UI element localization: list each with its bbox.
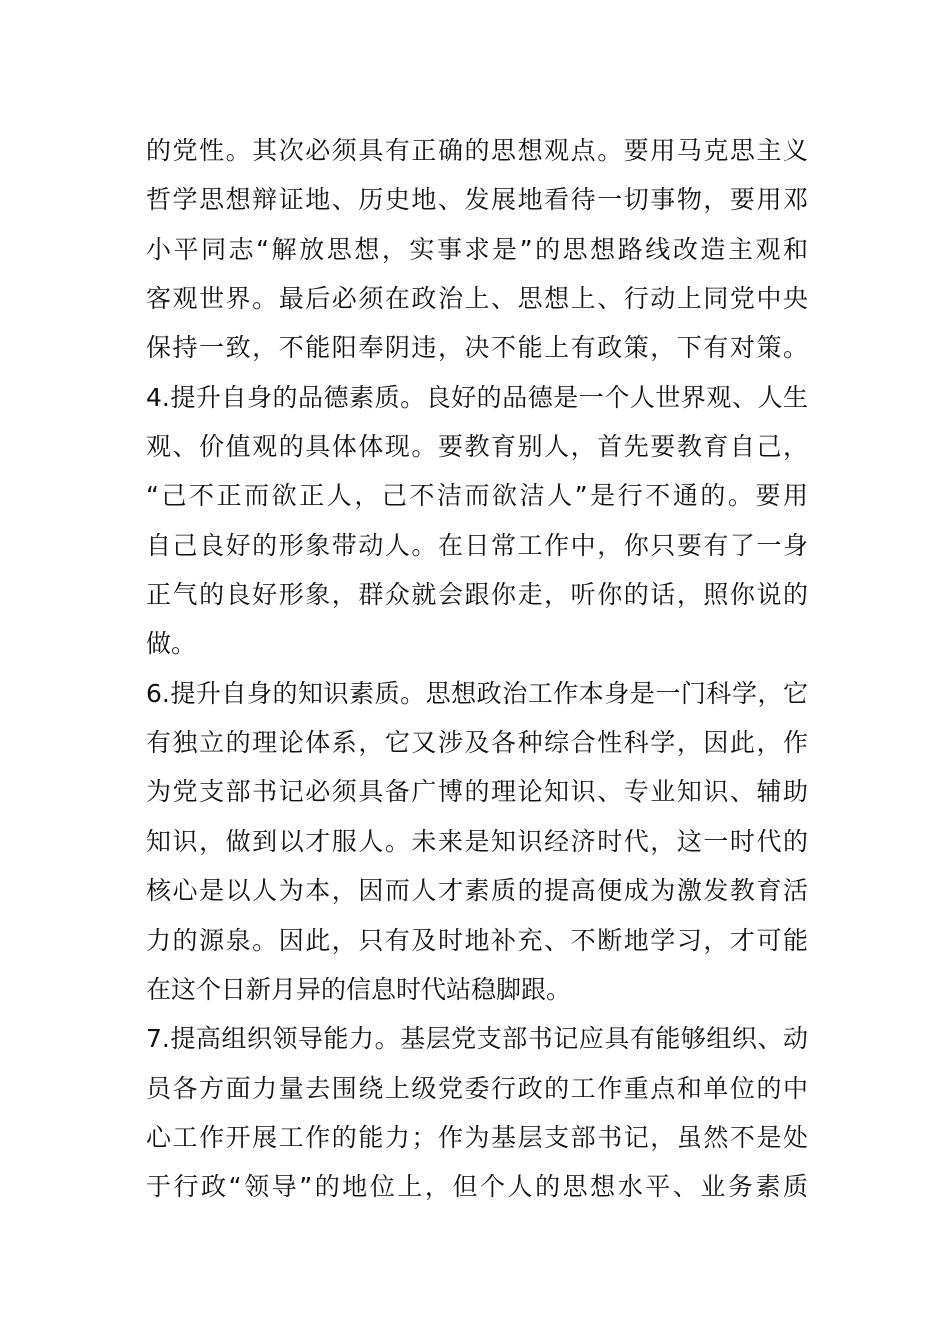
section-4-heading-line: 4.提升自身的品德素质。良好的品德是一个人世界观、人生 (146, 382, 808, 412)
text-line: 正气的良好形象，群众就会跟你走，听你的话，照你说的 (146, 580, 808, 610)
text-line: 为党支部书记必须具备广博的理论知识、专业知识、辅助 (146, 777, 808, 807)
section-6-heading-line: 6.提升自身的知识素质。思想政治工作本身是一门科学，它 (146, 678, 808, 708)
text-line: 保持一致，不能阳奉阴违，决不能上有政策，下有对策。 (146, 333, 808, 363)
text-line: 的党性。其次必须具有正确的思想观点。要用马克思主义 (146, 136, 808, 165)
section-7-heading-line: 7.提高组织领导能力。基层党支部书记应具有能够组织、动 (146, 1024, 808, 1054)
body-text (146, 126, 808, 1212)
text-line: 在这个日新月异的信息时代站稳脚跟。 (146, 974, 572, 1004)
text-line: 哲学思想辩证地、历史地、发展地看待一切事物，要用邓 (146, 185, 808, 215)
text-line: 观、价值观的具体体现。要教育别人，首先要教育自己， (146, 432, 808, 462)
text-line: 员各方面力量去围绕上级党委行政的工作重点和单位的中 (146, 1073, 808, 1103)
text-line: 自己良好的形象带动人。在日常工作中，你只要有了一身 (146, 530, 808, 560)
text-line: 于行政“领导”的地位上，但个人的思想水平、业务素质 (146, 1172, 808, 1202)
text-line: 做。 (146, 629, 197, 659)
text-line: “己不正而欲正人，己不洁而欲洁人”是行不通的。要用 (146, 481, 808, 511)
text-line: 客观世界。最后必须在政治上、思想上、行动上同党中央 (146, 284, 808, 314)
text-line: 知识，做到以才服人。未来是知识经济时代，这一时代的 (146, 826, 808, 856)
text-line: 力的源泉。因此，只有及时地补充、不断地学习，才可能 (146, 925, 808, 955)
text-line: 有独立的理论体系，它又涉及各种综合性科学，因此，作 (146, 728, 808, 758)
text-line: 小平同志“解放思想，实事求是”的思想路线改造主观和 (146, 234, 808, 264)
text-line: 核心是以人为本，因而人才素质的提高便成为激发教育活 (146, 876, 808, 906)
text-line: 心工作开展工作的能力；作为基层支部书记，虽然不是处 (146, 1122, 808, 1152)
